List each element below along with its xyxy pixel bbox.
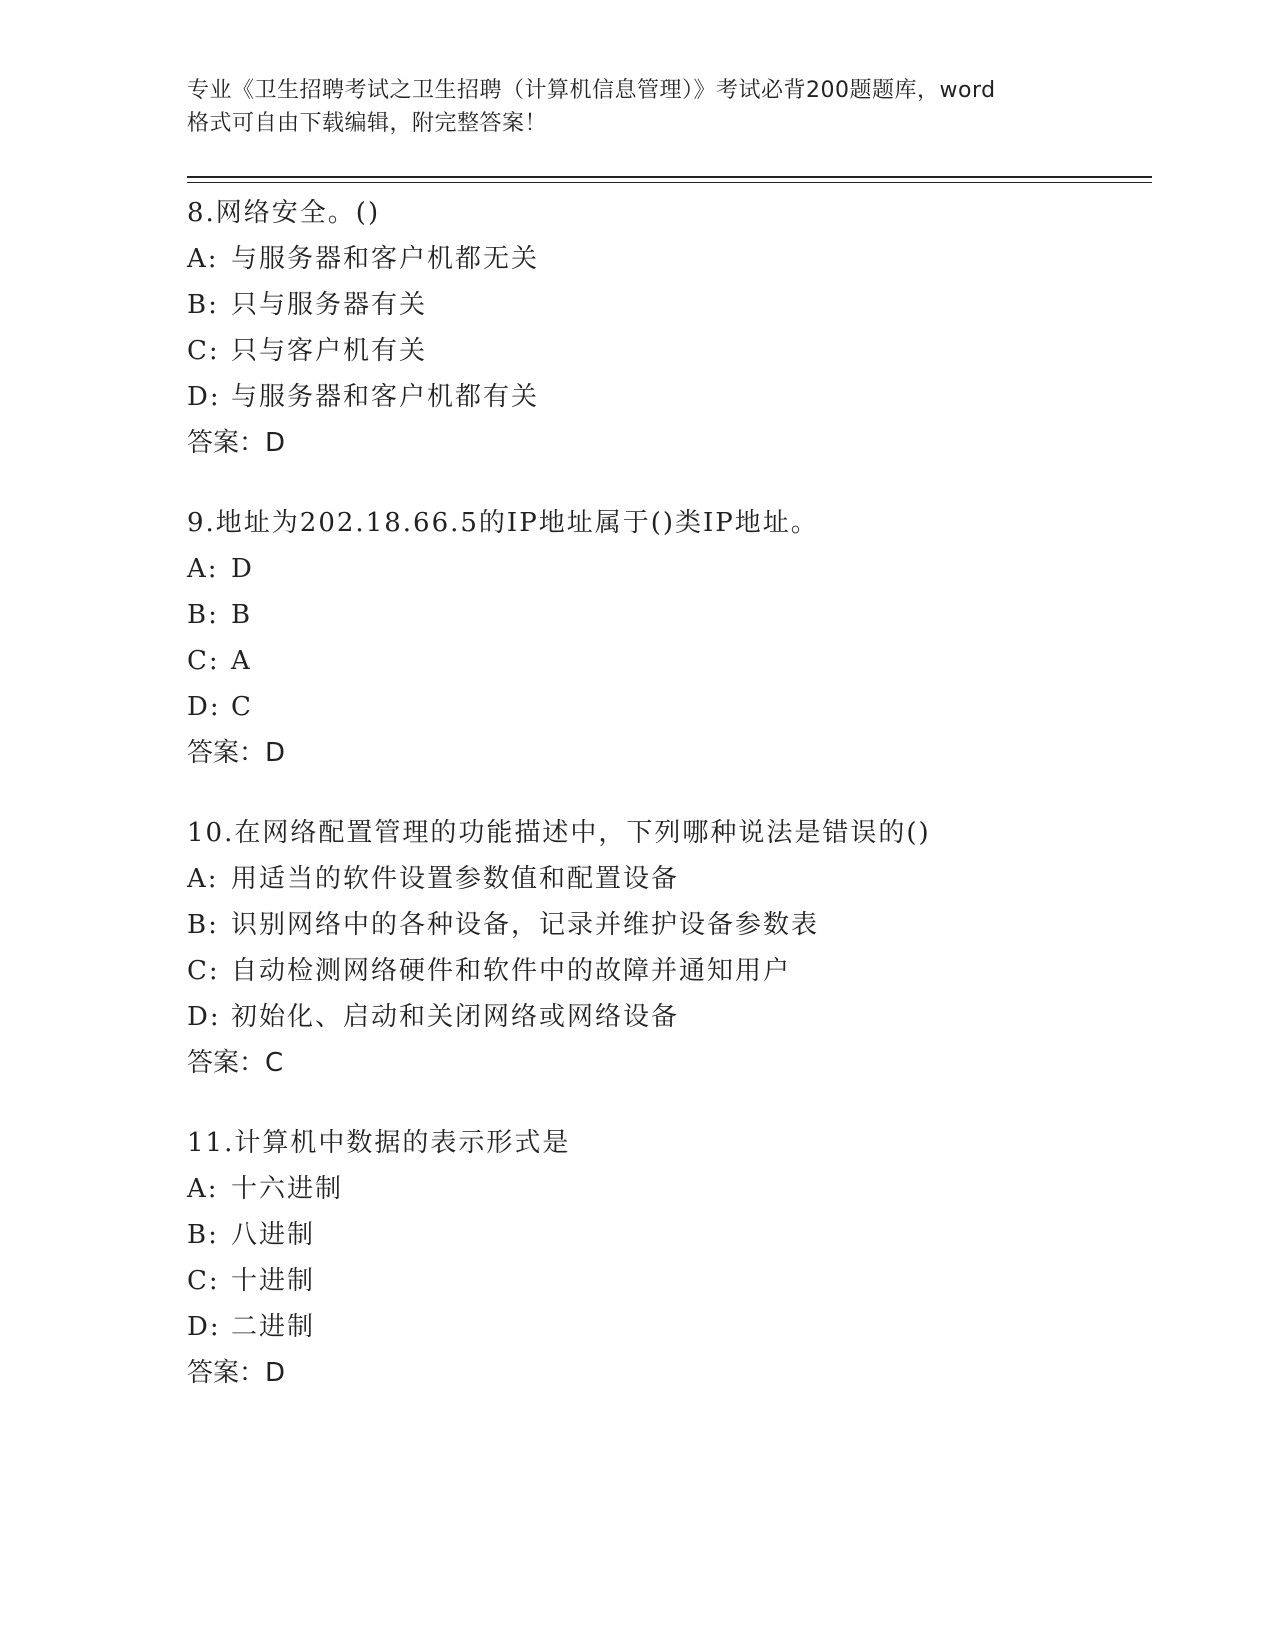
option-text: 八进制 [231, 1220, 316, 1250]
option-text: 只与客户机有关 [231, 336, 428, 366]
option-letter: D: [187, 382, 221, 412]
option-b [187, 282, 1152, 328]
option-letter: B: [187, 290, 219, 320]
option-text: B [231, 600, 253, 630]
option-letter: A: [187, 554, 219, 584]
option-b [187, 902, 1152, 948]
option-letter: D: [187, 1002, 221, 1032]
question-block [187, 190, 1152, 466]
header-rule-thin [187, 182, 1152, 183]
answer-line: 答案：D [187, 1358, 286, 1388]
answer-line: 答案：C [187, 1048, 284, 1078]
option-c [187, 948, 1152, 994]
header-title-line-2: 格式可自由下载编辑，附完整答案！ [187, 111, 548, 136]
option-c [187, 638, 1152, 684]
option-a [187, 546, 1152, 592]
option-letter: A: [187, 244, 219, 274]
header-title-line-1: 专业《卫生招聘考试之卫生招聘（计算机信息管理）》考试必背200题题库，word [187, 78, 996, 103]
question-block [187, 500, 1152, 776]
question-stem: 8.网络安全。() [187, 198, 381, 228]
option-a [187, 1166, 1152, 1212]
option-d [187, 1304, 1152, 1350]
option-c [187, 328, 1152, 374]
header-rule-thick [187, 176, 1152, 178]
option-text: 只与服务器有关 [231, 290, 428, 320]
answer-line: 答案：D [187, 738, 286, 768]
option-letter: C: [187, 336, 220, 366]
option-text: 十进制 [231, 1266, 316, 1296]
question-stem: 11.计算机中数据的表示形式是 [187, 1128, 571, 1158]
document-header [187, 74, 1087, 140]
option-text: 与服务器和客户机都有关 [231, 382, 540, 412]
option-d [187, 994, 1152, 1040]
option-text: 识别网络中的各种设备，记录并维护设备参数表 [231, 910, 820, 940]
option-a [187, 236, 1152, 282]
option-d [187, 374, 1152, 420]
option-b [187, 592, 1152, 638]
option-a [187, 856, 1152, 902]
option-letter: D: [187, 1312, 221, 1342]
option-text: 十六进制 [231, 1174, 344, 1204]
question-stem: 9.地址为202.18.66.5的IP地址属于()类IP地址。 [187, 508, 819, 538]
question-block [187, 810, 1152, 1086]
option-letter: C: [187, 1266, 220, 1296]
question-stem: 10.在网络配置管理的功能描述中，下列哪种说法是错误的() [187, 818, 931, 848]
option-letter: D: [187, 692, 221, 722]
option-text: 自动检测网络硬件和软件中的故障并通知用户 [231, 956, 792, 986]
option-letter: C: [187, 956, 220, 986]
option-letter: A: [187, 1174, 219, 1204]
option-b [187, 1212, 1152, 1258]
question-list [187, 190, 1152, 1430]
option-text: 初始化、启动和关闭网络或网络设备 [231, 1002, 680, 1032]
question-block [187, 1120, 1152, 1396]
option-letter: B: [187, 1220, 219, 1250]
option-text: 用适当的软件设置参数值和配置设备 [231, 864, 680, 894]
option-text: 二进制 [231, 1312, 316, 1342]
option-text: 与服务器和客户机都无关 [231, 244, 540, 274]
option-text: D [231, 554, 254, 584]
option-letter: A: [187, 864, 219, 894]
answer-line: 答案：D [187, 428, 286, 458]
option-letter: C: [187, 646, 220, 676]
option-text: C [231, 692, 253, 722]
option-letter: B: [187, 910, 219, 940]
option-letter: B: [187, 600, 219, 630]
option-d [187, 684, 1152, 730]
option-c [187, 1258, 1152, 1304]
option-text: A [231, 646, 252, 676]
